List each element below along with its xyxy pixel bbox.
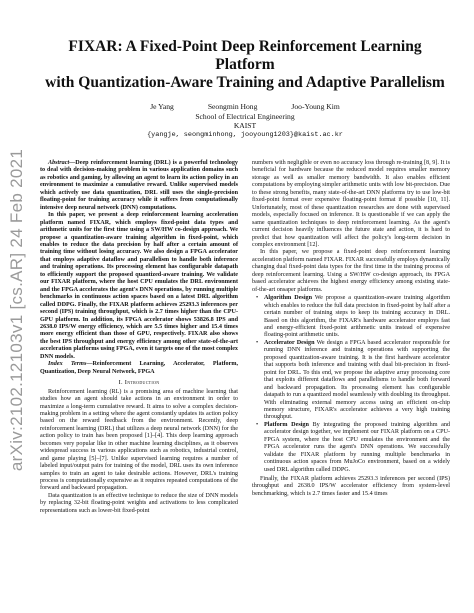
index-terms-text: —Reinforcement Learning, Accelerator, Platform, Quantization, Deep Neural Network, FPGA [40, 361, 238, 375]
contribution-heading: Accelerator Design [264, 339, 315, 346]
intro-paragraph-2: Data quantization is an effective technique to reduce the size of DNN models by replacing 32-bit floating-point weights and activations to less complicated representations such as lower-bit fixed-point [40, 492, 238, 514]
title-line-2: with Quantization-Aware Training and Adaptive Parallelism [45, 74, 445, 91]
author-name: Joo-Young Kim [291, 102, 340, 111]
body-columns [40, 160, 450, 515]
intro-paragraph-continued: numbers with negligible or even no accuracy loss through re-training [8, 9]. It is beneficial for hardware because the reduced model requires smaller memory storage as well as smaller memory bandwidth. It also enables efficient computations by employing simpler arithmetic units with low bit-precision. Due to these strong benefits, many state-of-the-art DNN platforms try to use low-bit fixed-point format over expensive floating-point format if possible [10, 11]. Unfortunately, most of these quantization researches are done with supervised models, especially focused on inference. It is questionable if we can apply the same quantization techniques to deep reinforcement learning. As the agent's current decision heavily influences the future state and action, it is hard to predict that how quantization will affect the policy's long-term decision in complex environment [12]. [252, 160, 450, 248]
index-terms-label: Index Terms [48, 361, 87, 368]
intro-paragraph-1: Reinforcement learning (RL) is a promising area of machine learning that studies how an agent should take actions in an environment in order to maximize a long-term cumulative reward. It aims to solve a complex decision-making problem in a setting where the agent constantly updates its action policy based on the reward feedback from the environment. Recently, deep reinforcement learning (DRL) that utilizes a deep neural network (DNN) for the action policy to train has been proposed [1]–[4]. This deep learning approach becomes very popular like in other machine learning disciplines, as it observes widespread success in various applications such as robotics, industrial control, and game playing [5]–[7]. Unlike supervised learning requires a number of labeled input/output pairs for training of the model, DRL uses its own inference samples to train an agent to take desirable actions. However, DRL's training process is computationally expensive as it requires repeated computations of the forward and backward propagation. [40, 388, 238, 492]
contribution-heading: Algorithm Design [264, 295, 313, 302]
arxiv-stamp-text: arXiv:2102.12103v1 [cs.AR] 24 Feb 2021 [7, 148, 27, 472]
contribution-item [252, 295, 450, 340]
affiliation-line-1: School of Electrical Engineering [195, 112, 295, 121]
contribution-text: We propose a quantization-aware training algorithm which enables to reduce the full data precision in fixed-point by half after a certain number of training steps to keep its training accuracy in DRL. Based on this algorithm, the FIXAR's hardware accelerator employs fast and energy-efficient fixed-point arithmetic units instead of expensive floating-point arithmetic units. [264, 295, 450, 339]
paper-title [40, 38, 450, 92]
right-column [252, 160, 450, 515]
contribution-item [252, 340, 450, 422]
contribution-item [252, 422, 450, 474]
arxiv-stamp [4, 30, 30, 590]
abstract-label: Abstract [48, 160, 70, 166]
author-name: Seongmin Hong [207, 102, 258, 111]
left-column [40, 160, 238, 515]
intro-paragraph-fixar: In this paper, we propose a fixed-point deep reinforcement learning acceleration platform named FIXAR. FIXAR successfully employs dynamically changing dual fixed-point data types for the first time in the training process of deep reinforcement learning. Using a SW/HW co-design approach, its FPGA based accelerator achieves the highest energy efficiency among existing state-of-the-art onsaper platforms. [252, 249, 450, 293]
abstract-paragraph-1 [40, 160, 238, 212]
author-emails: {yangje, seongminhong, jooyoung1203}@kaist.ac.kr [147, 131, 343, 139]
index-terms [40, 361, 238, 376]
affiliation [40, 112, 450, 130]
contribution-text: We design a FPGA based accelerator responsible for running DNN inference and training operations with supporting the proposed quantization-aware training. It is the first hardware accelerator that supports both inference and training with dual bit-precision in fixed-point for DRL. To this end, we propose the adaptive array processing core that exploits different dataflows and parallelisms to handle both forward and backward propagation. Its processing element has configurable datapath to run a quantized model seamlessly with doubling its throughput. With eliminating external memory access using an efficient on-chip memory structure, FIXAR's accelerator achieves a very high training throughput. [264, 339, 450, 421]
section-heading-introduction: I. Introduction [118, 379, 160, 387]
contribution-text: By integrating the proposed training algorithm and accelerator design together, we implement our FIXAR platform on a CPU-FPGA system, where the host CPU emulates the environment and the FPGA accelerator runs the agent's DNN operations. We successfully validate the FIXAR platform by running multiple benchmarks in continuous action spaces from MuJoCo environment, based on a widely used DRL algorithm called DDPG. [264, 421, 450, 473]
contribution-heading: Platform Design [264, 421, 309, 428]
title-line-1: FIXAR: A Fixed-Point Deep Reinforcement Learning Platform [68, 38, 422, 73]
paper-page [40, 38, 450, 608]
contribution-list [252, 295, 450, 474]
abstract-paragraph-2: In this paper, we present a deep reinforcement learning acceleration platform named FIXAR, which employs fixed-point data types and arithmetic units for the first time using a SW/HW co-design approach. We propose a quantization-aware training algorithm in fixed-point, which enables to reduce the data precision by half after a certain amount of training time without losing accuracy. We also design a FPGA accelerator that employs adaptive dataflow and parallelism to handle both inference and training operations. Its processing element has configurable datapath to efficiently support the proposed quantized-aware training. We validate our FIXAR platform, where the host CPU emulates the DRL environment and the FPGA accelerates the agent's DNN operations, by running multiple benchmarks in continuous action spaces based on a latest DRL algorithm called DDPG. Finally, the FIXAR platform achieves 25293.3 inferences per second (IPS) training throughput, which is 2.7 times higher than the CPU-GPU platform. In addition, its FPGA accelerator shows 53826.8 IPS and 2638.0 IPS/W energy efficiency, which are 5.5 times higher and 15.4 times more energy efficient than those of GPU, respectively. FIXAR also shows the best IPS throughput and energy efficiency among other state-of-the-art acceleration platforms using FPGA, even it targets one of the most complex DNN models. [40, 212, 238, 360]
intro-paragraph-final: Finally, the FIXAR platform achieves 25293.3 inferences per second (IPS) throughput and 2638.0 IPS/W accelerator efficiency from system-level benchmarking, which is 2.7 times faster and 15.4 times [252, 476, 450, 497]
abstract-text-1: —Deep reinforcement learning (DRL) is a powerful technology to deal with decision-making problem in various application domains such as robotics and gaming, by allowing an agent to learn its action policy in an environment to maximize a cumulative reward. Unlike supervised models which actively use data quantization, DRL still uses the single-precision floating-point for training accuracy while it suffers from computationally intensive deep neural network (DNN) computations. [40, 160, 238, 211]
affiliation-line-2: KAIST [233, 121, 257, 130]
author-name: Je Yang [150, 102, 174, 111]
author-list [40, 102, 450, 111]
